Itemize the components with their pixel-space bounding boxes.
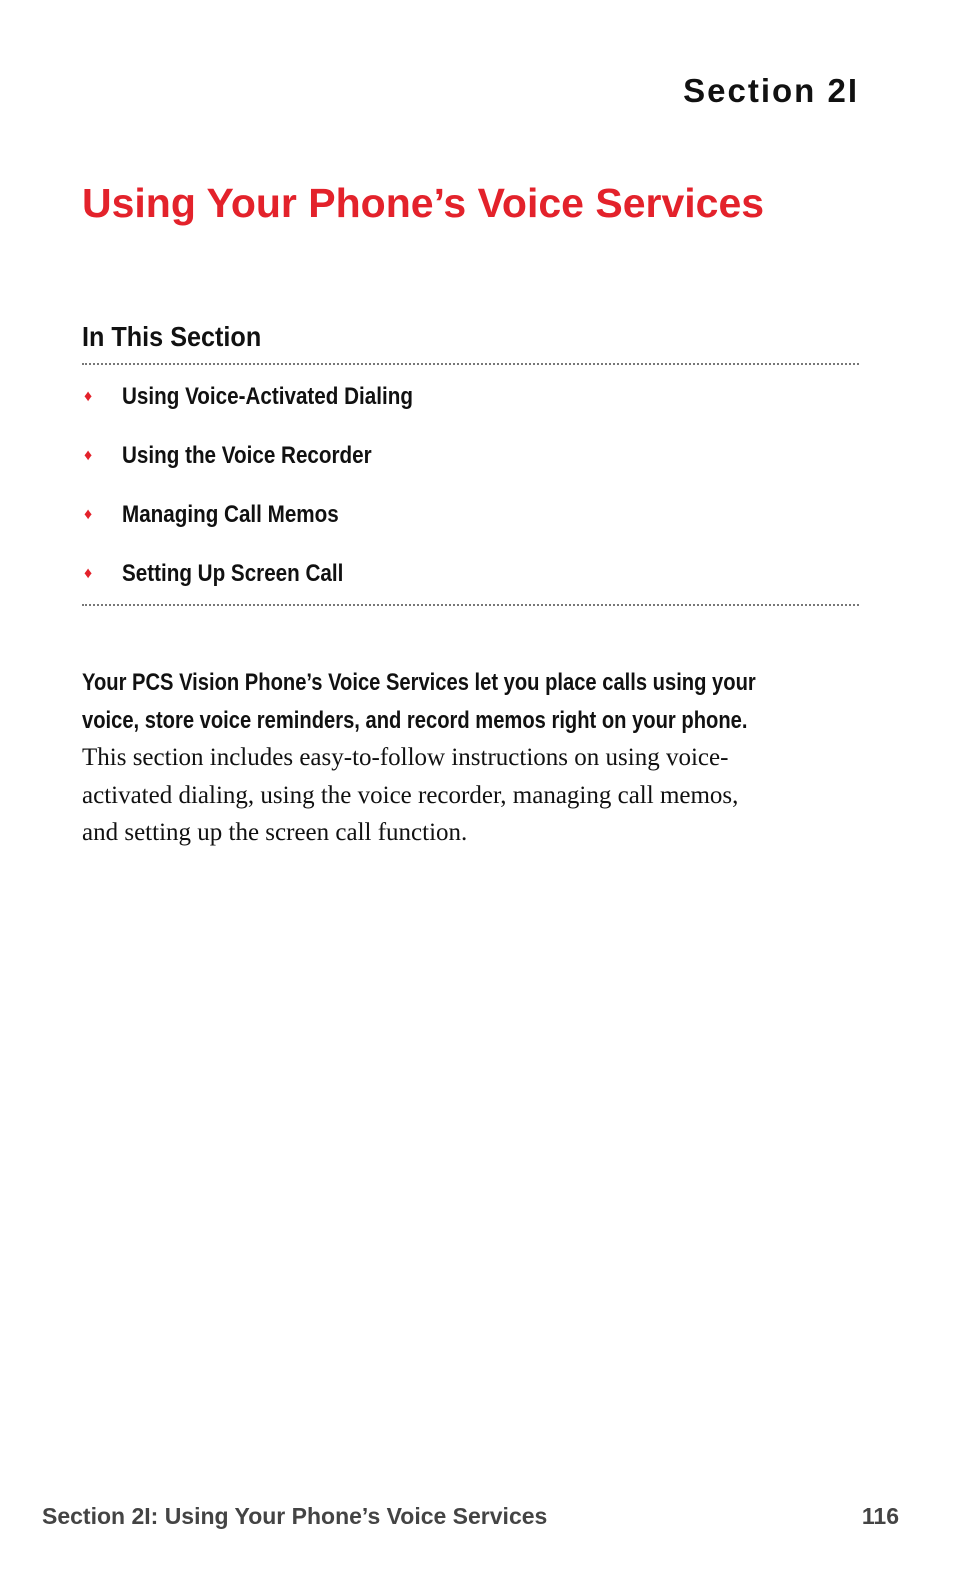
intro-body-line: activated dialing, using the voice recorder, managing call memos, [82, 781, 739, 809]
list-item [82, 426, 859, 485]
in-this-section-box [82, 318, 859, 606]
diamond-bullet-icon: ♦ [84, 505, 93, 523]
list-item [82, 485, 859, 544]
intro-body-line: This section includes easy-to-follow instructions on using voice- [82, 744, 729, 771]
list-item [82, 544, 859, 603]
intro-lead-line: Your PCS Vision Phone’s Voice Services let you place calls using your [82, 669, 756, 696]
topic-label: Setting Up Screen Call [122, 559, 344, 587]
intro-paragraph [82, 664, 822, 852]
intro-body-line: and setting up the screen call function. [82, 819, 468, 846]
bottom-divider [82, 604, 859, 606]
list-item [82, 367, 859, 426]
page-title: Using Your Phone’s Voice Services [82, 180, 765, 226]
diamond-bullet-icon: ♦ [84, 387, 93, 405]
diamond-bullet-icon: ♦ [84, 446, 93, 464]
section-topic-list [82, 367, 859, 603]
intro-lead-line: voice, store voice reminders, and record memos right on your phone. [82, 706, 748, 734]
page-number: 116 [861, 1503, 899, 1529]
in-this-section-heading: In This Section [82, 321, 262, 352]
topic-label: Using Voice-Activated Dialing [122, 382, 413, 410]
top-divider [82, 363, 859, 365]
footer-running-title: Section 2I: Using Your Phone’s Voice Services [42, 1503, 548, 1529]
section-label: Section 2I [683, 72, 859, 109]
topic-label: Using the Voice Recorder [122, 441, 372, 469]
diamond-bullet-icon: ♦ [84, 564, 93, 582]
topic-label: Managing Call Memos [122, 500, 339, 528]
